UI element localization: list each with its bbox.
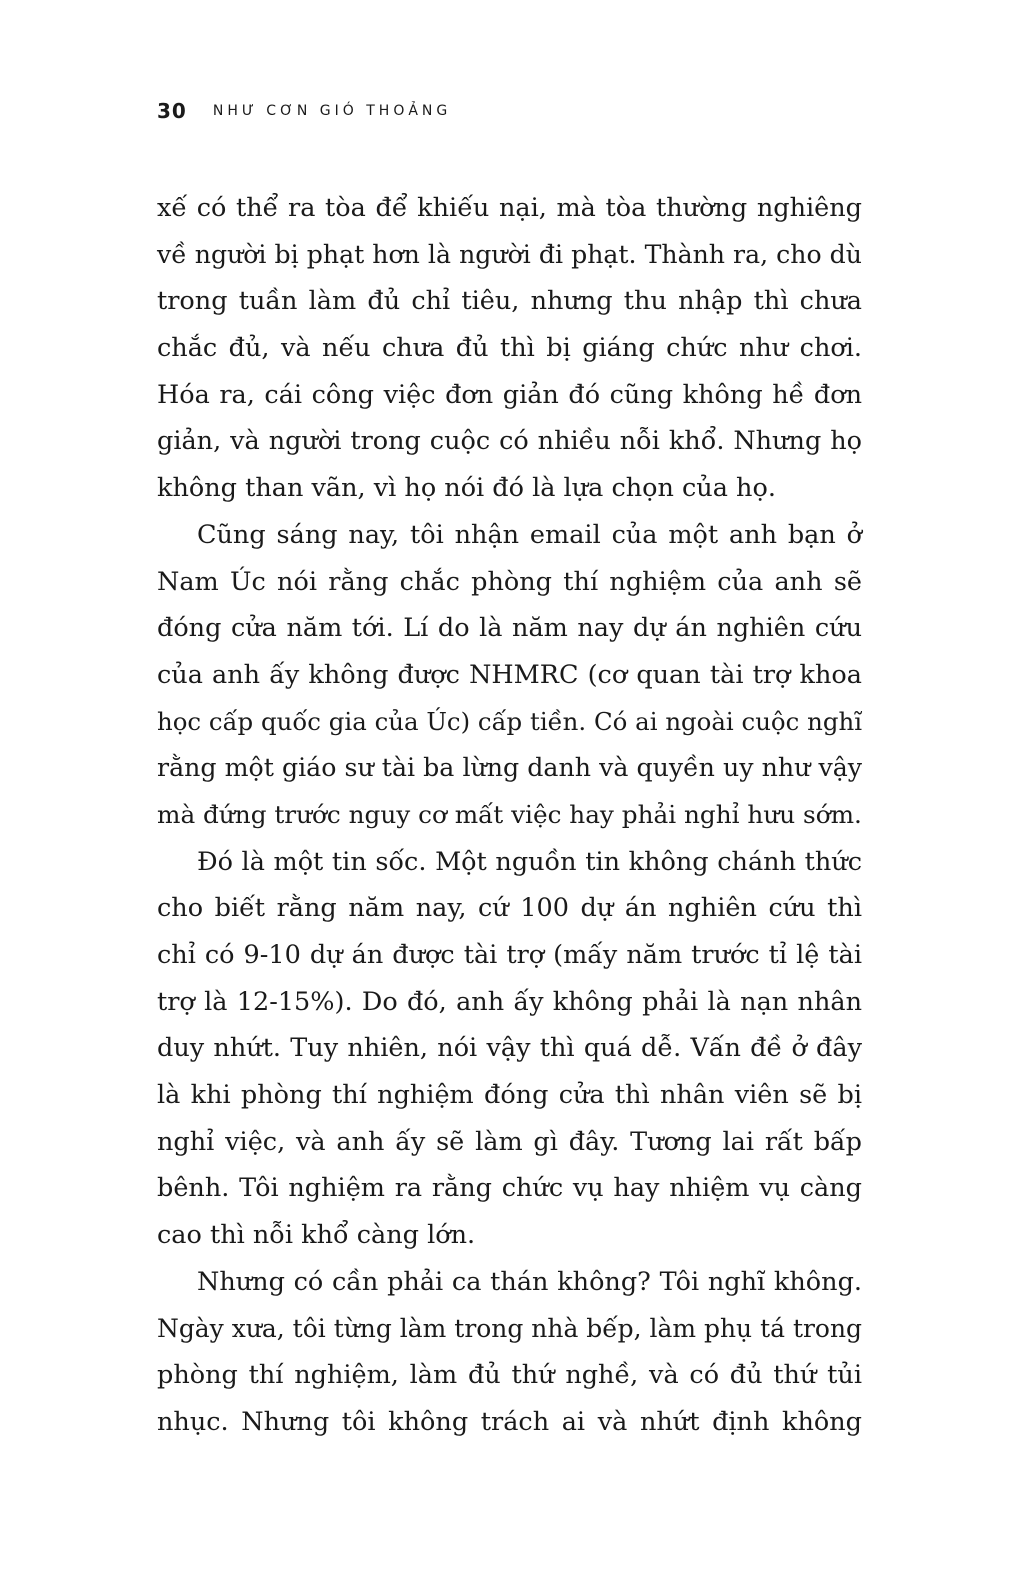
paragraph-first-line: Nhưng có cần phải ca thán không? Tôi nghĩ không. [197, 1266, 862, 1297]
text-line: nhục. Nhưng tôi không trách ai và nhứt định không [157, 1406, 862, 1437]
text-line: xế có thể ra tòa để khiếu nại, mà tòa thường nghiêng [157, 193, 862, 223]
text-line: chỉ có 9-10 dự án được tài trợ (mấy năm trước tỉ lệ tài [157, 940, 862, 970]
text-line: không than vãn, vì họ nói đó là lựa chọn của họ. [157, 473, 776, 504]
text-line: trong tuần làm đủ chỉ tiêu, nhưng thu nhập thì chưa [157, 286, 862, 317]
text-line: chắc đủ, và nếu chưa đủ thì bị giáng chức như chơi. [157, 333, 862, 364]
paragraph-first-line: Cũng sáng nay, tôi nhận email của một anh bạn ở [197, 519, 862, 550]
text-line: giản, và người trong cuộc có nhiều nỗi khổ. Nhưng họ [157, 426, 862, 457]
text-line: đóng cửa năm tới. Lí do là năm nay dự án nghiên cứu [157, 613, 862, 644]
text-line: rằng một giáo sư tài ba lừng danh và quyền uy như vậy [157, 753, 862, 783]
text-line: cao thì nỗi khổ càng lớn. [157, 1220, 476, 1251]
text-line: là khi phòng thí nghiệm đóng cửa thì nhân viên sẽ bị [157, 1080, 862, 1111]
paragraph-first-line: Đó là một tin sốc. Một nguồn tin không chánh thức [197, 846, 862, 877]
text-line: Nam Úc nói rằng chắc phòng thí nghiệm của anh sẽ [157, 566, 862, 597]
text-line: mà đứng trước nguy cơ mất việc hay phải nghỉ hưu sớm. [157, 799, 862, 829]
text-line: duy nhứt. Tuy nhiên, nói vậy thì quá dễ. Vấn đề ở đây [157, 1033, 862, 1064]
running-title: NHƯ CƠN GIÓ THOẢNG [212, 103, 452, 119]
text-line: Ngày xưa, tôi từng làm trong nhà bếp, làm phụ tá trong [157, 1313, 862, 1343]
text-line: cho biết rằng năm nay, cứ 100 dự án nghiên cứu thì [157, 893, 862, 924]
text-line: của anh ấy không được NHMRC (cơ quan tài trợ khoa [157, 659, 862, 690]
text-line: học cấp quốc gia của Úc) cấp tiền. Có ai ngoài cuộc nghĩ [157, 706, 862, 736]
text-line: Hóa ra, cái công việc đơn giản đó cũng không hề đơn [157, 379, 862, 410]
text-line: về người bị phạt hơn là người đi phạt. Thành ra, cho dù [157, 239, 862, 269]
text-line: phòng thí nghiệm, làm đủ thứ nghề, và có đủ thứ tủi [157, 1360, 862, 1391]
text-line: bênh. Tôi nghiệm ra rằng chức vụ hay nhiệm vụ càng [157, 1173, 862, 1204]
text-line: trợ là 12-15%). Do đó, anh ấy không phải là nạn nhân [157, 986, 862, 1017]
running-header [157, 96, 451, 126]
page-number: 30 [157, 99, 187, 123]
body-text [157, 185, 862, 1446]
text-line: nghỉ việc, và anh ấy sẽ làm gì đây. Tương lai rất bấp [157, 1126, 862, 1157]
